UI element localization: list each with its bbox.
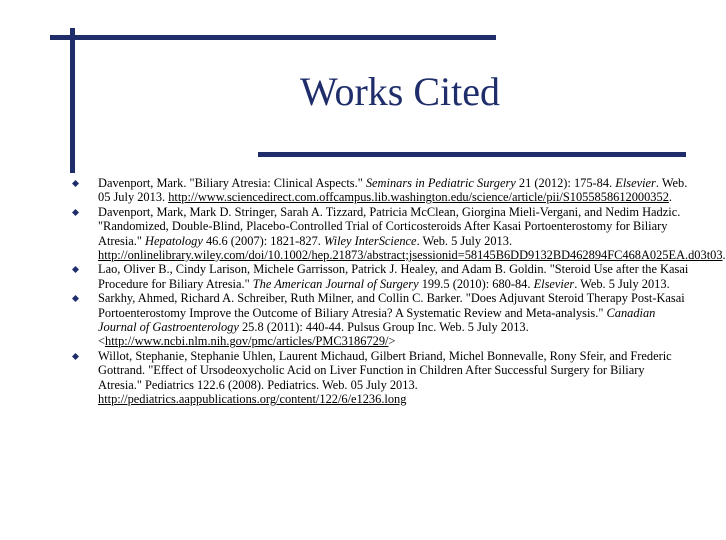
diamond-bullet-icon [72, 209, 79, 216]
citation-item [70, 262, 690, 291]
diamond-bullet-icon [72, 353, 79, 360]
citation-authors-title: Davenport, Mark, Mark D. Stringer, Sarah A. Tizzard, Patricia McClean, Giorgina Mieli-Vergani, and Nedim Hadzic. "Randomized, Double-Blind, Placebo-Controlled Trial of Corticosteroids After Kasai Portoenterostomy for Biliary Atresia." [98, 204, 681, 248]
citation-url-link[interactable]: http://onlinelibrary.wiley.com/doi/10.1002/hep.21873/abstract;jsessionid=58145B6DD9132BD462894FC468A025EA.d03t03 [98, 248, 723, 263]
citation-journal: Seminars in Pediatric Surgery [365, 176, 516, 190]
citation-authors-title: Sarkhy, Ahmed, Richard A. Schreiber, Ruth Milner, and Collin C. Barker. "Does Adjuvant Steroid Therapy Post-Kasai Portoenterostomy Improve the Outcome of Biliary Atresia? A Systematic Review and Meta-analysis." [98, 291, 685, 320]
decorative-title-underline [258, 152, 686, 157]
citation-journal: Hepatology [145, 233, 203, 248]
citation-publisher: Elsevier [615, 176, 656, 190]
diamond-bullet-icon [72, 180, 79, 187]
citation-url-link[interactable]: http://pediatrics.aappublications.org/content/122/6/e1236.long [98, 392, 407, 407]
citation-url-link[interactable]: http://www.ncbi.nlm.nih.gov/pmc/articles/PMC3186729/ [105, 334, 389, 349]
decorative-top-bar [50, 35, 496, 40]
citation-volume: 46.6 (2007): 1821-827. [202, 233, 325, 248]
citation-item [70, 204, 726, 263]
citation-text [98, 176, 690, 205]
citation-authors-title: Willot, Stephanie, Stephanie Uhlen, Laurent Michaud, Gilbert Briand, Michel Bonnevalle, Rony Sfeir, and Frederic Gottrand. "Effect of Ursodeoxycholic Acid on Liver Function in Children After Successful Surgery for Biliary Atresia." Pediatrics 122.6 (2008). Pediatrics. Web. 05 July 2013. [98, 348, 672, 392]
citation-publisher: Elsevier [533, 276, 575, 291]
citation-url-link[interactable]: http://www.sciencedirect.com.offcampus.lib.washington.edu/science/article/pii/S1055858612000352 [168, 190, 669, 205]
citation-volume: 25.8 (2011): 440-44. Pulsus Group Inc. Web. 5 July 2013. < [98, 320, 529, 349]
citation-item [70, 291, 690, 349]
citation-journal: Canadian Journal of Gastroenterology [98, 305, 656, 335]
citation-text [98, 262, 690, 291]
citation-access-date: . Web. 05 July 2013. [98, 176, 688, 205]
decorative-vertical-bar [70, 28, 75, 173]
citation-authors-title: Davenport, Mark. "Biliary Atresia: Clinical Aspects." [98, 176, 366, 190]
citation-item [70, 349, 690, 407]
citation-tail: . [722, 248, 726, 263]
citation-volume: 21 (2012): 175-84. [515, 176, 616, 190]
diamond-bullet-icon [72, 295, 79, 302]
slide-title: Works Cited [299, 69, 501, 114]
citation-text [98, 291, 690, 349]
citation-text [98, 204, 726, 263]
citation-volume: 199.5 (2010): 680-84. [418, 276, 534, 291]
works-cited-list [70, 176, 726, 407]
citation-tail: . [668, 190, 673, 205]
citation-journal: The American Journal of Surgery [252, 276, 419, 291]
citation-item [70, 176, 690, 205]
citation-access-date: . Web. 5 July 2013. [416, 233, 513, 248]
citation-access-date: . Web. 5 July 2013. [574, 276, 670, 291]
diamond-bullet-icon [72, 266, 79, 273]
citation-tail: > [388, 334, 396, 349]
citation-publisher: Wiley InterScience [324, 233, 417, 248]
citation-text [98, 349, 690, 407]
citation-authors-title: Lao, Oliver B., Cindy Larison, Michele Garrisson, Patrick J. Healey, and Adam B. Goldin. "Steroid Use after the Kasai Procedure for Biliary Atresia." [98, 262, 689, 291]
